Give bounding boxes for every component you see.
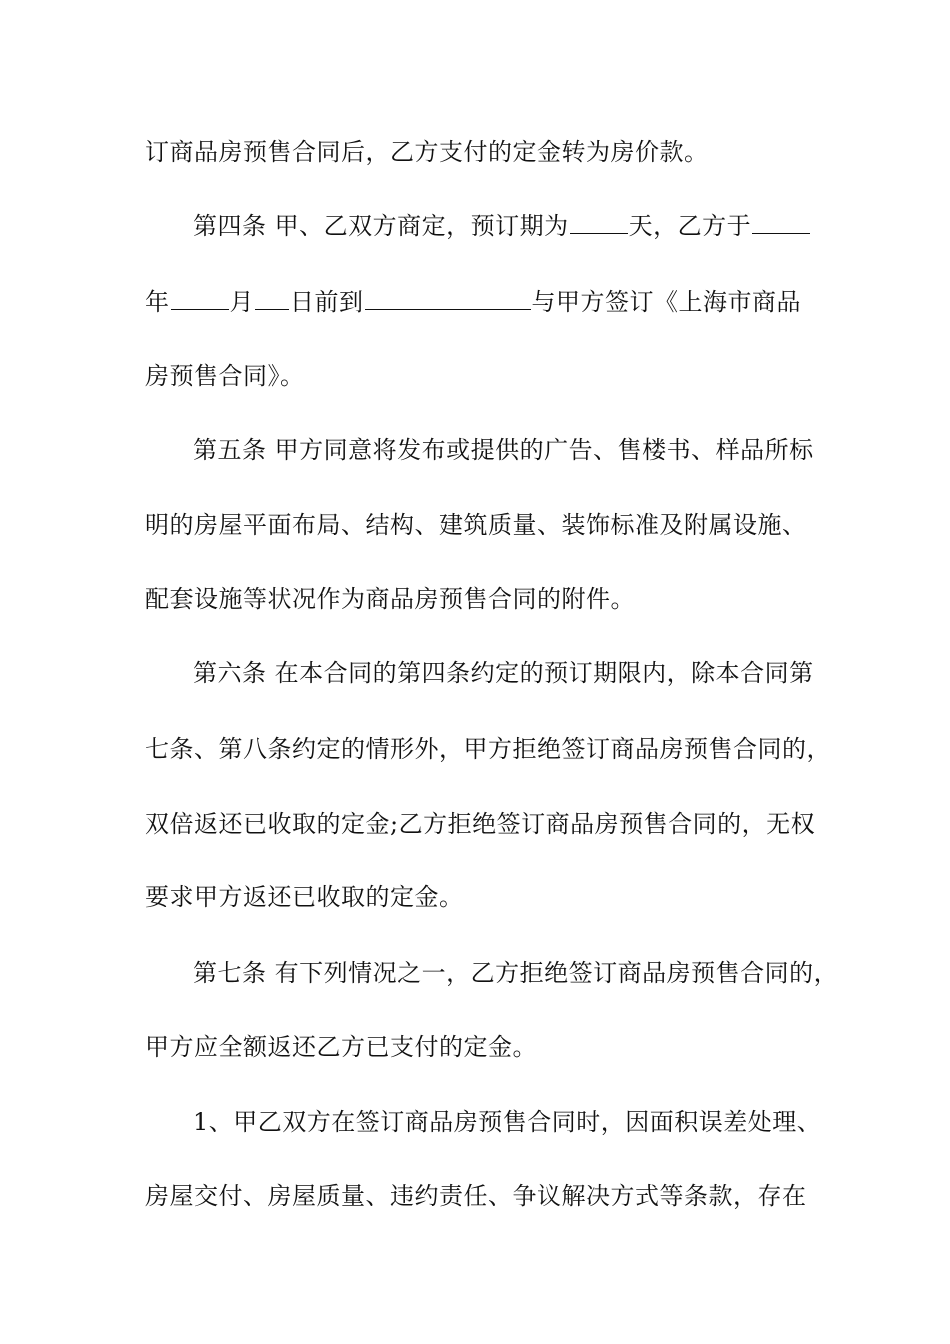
text-run: 房预售合同》。 bbox=[145, 362, 305, 390]
article-7-line-2 bbox=[145, 1029, 825, 1065]
article-4-line-1 bbox=[193, 208, 825, 244]
article-4-line-3 bbox=[145, 358, 825, 394]
text-run: 1、甲乙双方在签订商品房预售合同时，因面积误差处理、 bbox=[193, 1108, 822, 1136]
article-6-line-4 bbox=[145, 879, 825, 915]
text-run: 明的房屋平面布局、结构、建筑质量、装饰标准及附属设施、 bbox=[145, 511, 807, 539]
text-run: 第七条 有下列情况之一，乙方拒绝签订商品房预售合同的， bbox=[193, 959, 839, 987]
fill-in-blank-month bbox=[171, 287, 229, 310]
article-6-line-2 bbox=[145, 731, 831, 767]
fill-in-blank-day bbox=[255, 287, 289, 310]
article-7-line-1 bbox=[193, 955, 839, 991]
paragraph-line bbox=[145, 134, 825, 170]
text-run: 月 bbox=[229, 288, 254, 316]
clause-1-line-2 bbox=[145, 1178, 825, 1214]
text-run: 第四条 甲、乙双方商定，预订期为 bbox=[193, 212, 569, 240]
text-run: 年 bbox=[145, 288, 170, 316]
article-5-line-3 bbox=[145, 581, 825, 617]
text-run: 第六条 在本合同的第四条约定的预订期限内，除本合同第 bbox=[193, 659, 814, 687]
article-5-line-1 bbox=[193, 432, 825, 468]
text-run: 双倍返还已收取的定金;乙方拒绝签订商品房预售合同的，无权 bbox=[145, 810, 816, 838]
text-run: 配套设施等状况作为商品房预售合同的附件。 bbox=[145, 585, 635, 613]
article-4-line-2 bbox=[145, 284, 825, 320]
fill-in-blank-days bbox=[570, 211, 628, 234]
text-run: 与甲方签订《上海市商品 bbox=[531, 288, 801, 316]
article-6-line-3 bbox=[145, 806, 825, 842]
text-run: 甲方应全额返还乙方已支付的定金。 bbox=[145, 1033, 537, 1061]
text-run: 要求甲方返还已收取的定金。 bbox=[145, 883, 464, 911]
article-6-line-1 bbox=[193, 655, 825, 691]
fill-in-blank-place bbox=[365, 287, 531, 310]
clause-1-line-1 bbox=[193, 1104, 825, 1140]
text-run: 订商品房预售合同后，乙方支付的定金转为房价款。 bbox=[145, 138, 709, 166]
text-run: 第五条 甲方同意将发布或提供的广告、售楼书、样品所标 bbox=[193, 436, 814, 464]
fill-in-blank-year bbox=[752, 211, 810, 234]
article-5-line-2 bbox=[145, 507, 825, 543]
text-run: 房屋交付、房屋质量、违约责任、争议解决方式等条款，存在 bbox=[145, 1182, 807, 1210]
text-run: 天，乙方于 bbox=[628, 212, 752, 240]
text-run: 七条、第八条约定的情形外，甲方拒绝签订商品房预售合同的， bbox=[145, 735, 831, 763]
text-run: 日前到 bbox=[290, 288, 364, 316]
